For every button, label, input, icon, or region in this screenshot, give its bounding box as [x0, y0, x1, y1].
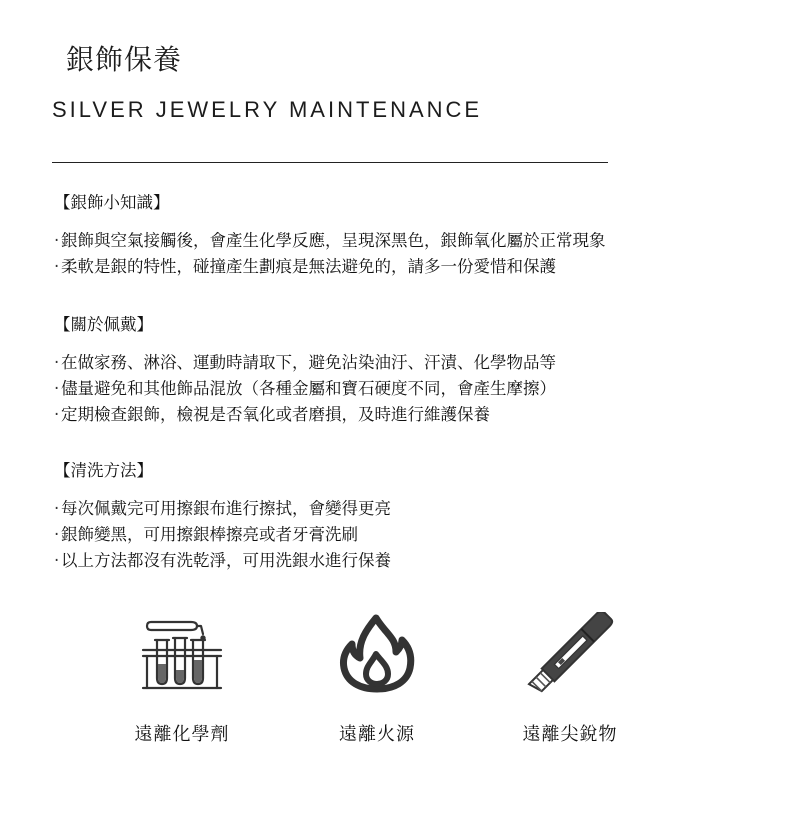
bullet-dot: · [54, 499, 60, 518]
warning-fire [297, 612, 457, 746]
section-cleaning-methods [54, 458, 754, 574]
bullet-dot: · [54, 231, 60, 250]
utility-knife-icon [525, 612, 615, 694]
list-item [54, 254, 754, 280]
bullet-dot: · [54, 353, 60, 372]
list-item [54, 496, 754, 522]
list-item-text: 每次佩戴完可用擦銀布進行擦拭，會變得更亮 [61, 499, 391, 518]
bullet-dot: · [54, 551, 60, 570]
bullet-dot: · [54, 405, 60, 424]
bullet-dot: · [54, 257, 60, 276]
list-item [54, 548, 754, 574]
bullet-dot: · [54, 525, 60, 544]
section-heading: 【銀飾小知識】 [54, 193, 170, 212]
list-item [54, 376, 754, 402]
list-item-text: 柔軟是銀的特性，碰撞產生劃痕是無法避免的，請多一份愛惜和保護 [61, 257, 556, 276]
header-divider [52, 162, 608, 163]
page-title-cn: 銀飾保養 [66, 43, 183, 76]
icon-label: 遠離尖銳物 [522, 724, 618, 745]
icon-label: 遠離化學劑 [134, 724, 230, 745]
icon-label: 遠離火源 [339, 724, 415, 745]
list-item [54, 522, 754, 548]
list-item-text: 銀飾變黑，可用擦銀棒擦亮或者牙膏洗刷 [61, 525, 358, 544]
test-tubes-icon [137, 612, 227, 694]
section-about-wearing [54, 312, 754, 428]
page-title-en: SILVER JEWELRY MAINTENANCE [52, 97, 483, 122]
section-heading: 【關於佩戴】 [54, 315, 153, 334]
bullet-dot: · [54, 379, 60, 398]
list-item-text: 儘量避免和其他飾品混放（各種金屬和寶石硬度不同，會產生摩擦） [61, 379, 556, 398]
section-heading: 【清洗方法】 [54, 461, 153, 480]
fire-icon [332, 612, 422, 694]
list-item-text: 銀飾與空氣接觸後，會產生化學反應，呈現深黑色，銀飾氧化屬於正常現象 [61, 231, 606, 250]
list-item-text: 在做家務、淋浴、運動時請取下，避免沾染油汙、汗漬、化學物品等 [61, 353, 556, 372]
list-item [54, 402, 754, 428]
list-item-text: 定期檢查銀飾，檢視是否氧化或者磨損，及時進行維護保養 [61, 405, 490, 424]
list-item-text: 以上方法都沒有洗乾淨，可用洗銀水進行保養 [61, 551, 391, 570]
list-item [54, 228, 754, 254]
warning-sharp-objects [490, 612, 650, 746]
list-item [54, 350, 754, 376]
warning-chemicals [102, 612, 262, 746]
section-silver-knowledge [54, 190, 754, 280]
